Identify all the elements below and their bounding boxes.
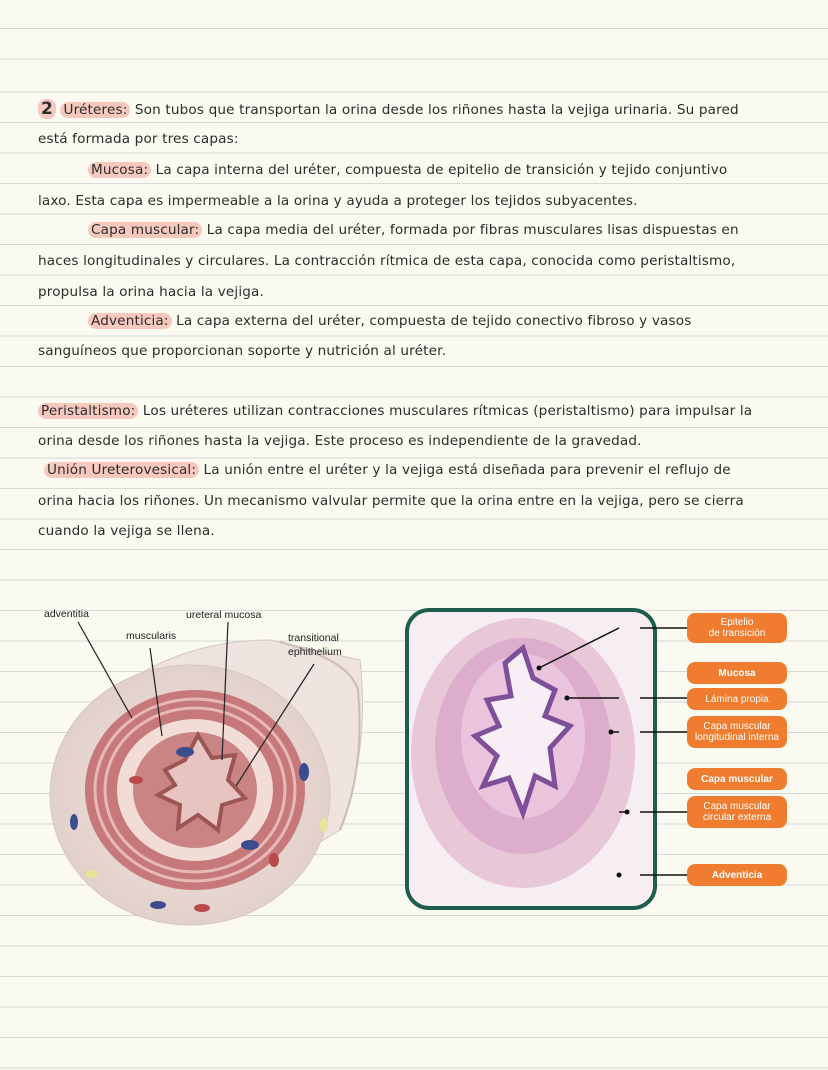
layer-term: Capa muscular: <box>88 222 202 238</box>
peristalsis-text: Los uréteres utilizan contracciones musculares rítmicas (peristaltismo) para impulsar la <box>138 403 753 419</box>
tag-line: circular externa <box>702 812 772 823</box>
peristalsis-term: Peristaltismo: <box>38 403 138 419</box>
tag-line: Adventicia <box>711 869 763 881</box>
tag-line: Capa muscular <box>701 773 773 785</box>
layer-mucosa-line <box>88 162 828 178</box>
layer-text: La capa interna del uréter, compuesta de epitelio de transición y tejido conjuntivo <box>151 162 728 178</box>
layer-term: Mucosa: <box>88 162 151 178</box>
layer-text: La capa externa del uréter, compuesta de tejido conectivo fibroso y vasos <box>171 313 692 329</box>
layer-cont: laxo. Esta capa es impermeable a la orina y ayuda a proteger los tejidos subyacentes. <box>38 193 638 209</box>
layer-text: La capa media del uréter, formada por fibras musculares lisas dispuestas en <box>202 222 739 238</box>
section-intro-2: está formada por tres capas: <box>38 131 239 147</box>
section-heading-line <box>38 99 798 119</box>
tag-lamina-propia <box>687 688 787 710</box>
label-transitional: transitional <box>288 632 339 644</box>
junction-line <box>44 462 804 478</box>
junction-term: Unión Ureterovesical: <box>44 462 199 478</box>
section-number: 2 <box>38 99 56 119</box>
section-term: Uréteres: <box>60 102 130 118</box>
tag-line: Capa muscular <box>703 801 771 812</box>
layer-cont: sanguíneos que proporcionan soporte y nutrición al uréter. <box>38 343 447 359</box>
junction-text: La unión entre el uréter y la vejiga está diseñada para prevenir el reflujo de <box>199 462 731 478</box>
tag-line: Lámina propia <box>705 693 769 705</box>
section-intro: Son tubos que transportan la orina desde los riñones hasta la vejiga urinaria. Su pared <box>130 102 739 118</box>
layer-cont: propulsa la orina hacia la vejiga. <box>38 284 264 300</box>
junction-cont: orina hacia los riñones. Un mecanismo valvular permite que la orina entre en la vejiga, pero se cierra <box>38 493 744 509</box>
tag-line: Mucosa <box>718 667 756 679</box>
label-muscularis: muscularis <box>126 630 177 642</box>
tag-adventicia <box>687 864 787 886</box>
layer-muscular-line <box>88 222 828 238</box>
layer-cont: haces longitudinales y circulares. La contracción rítmica de esta capa, conocida como peristaltismo, <box>38 253 736 269</box>
histology-connector-lines <box>640 620 690 890</box>
tag-line: de transición <box>708 628 766 639</box>
tag-capa-muscular <box>687 768 787 790</box>
tag-line: Epitelio <box>720 617 754 628</box>
tag-epitelio <box>687 613 787 643</box>
ureter-histology-image <box>405 608 657 910</box>
tag-line: Capa muscular <box>703 721 771 732</box>
tag-capa-circular <box>687 796 787 828</box>
peristalsis-line <box>38 403 798 419</box>
peristalsis-cont: orina desde los riñones hasta la vejiga. Este proceso es independiente de la gravedad. <box>38 433 642 449</box>
layer-term: Adventicia: <box>88 313 172 329</box>
label-ureteral-mucosa: ureteral mucosa <box>186 609 262 621</box>
tag-capa-longitudinal <box>687 716 787 748</box>
tag-mucosa <box>687 662 787 684</box>
junction-cont: cuando la vejiga se llena. <box>38 523 215 539</box>
tag-line: longitudinal interna <box>695 732 779 743</box>
label-adventitia: adventitia <box>44 608 89 620</box>
layer-adventicia-line <box>88 313 828 329</box>
label-ephithelium: ephithelium <box>288 646 342 658</box>
